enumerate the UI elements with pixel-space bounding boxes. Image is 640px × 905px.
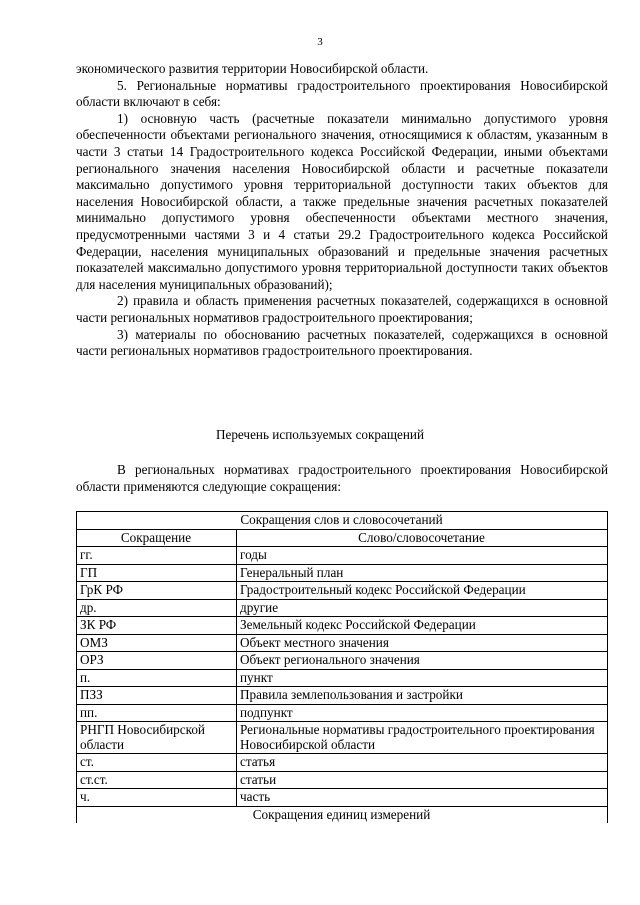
table-row	[77, 771, 608, 789]
phrase-cell: другие	[237, 599, 608, 617]
table-row	[77, 687, 608, 705]
abbreviation-cell: ст.ст.	[77, 771, 237, 789]
abbreviation-cell: ОРЗ	[77, 652, 237, 670]
table-row	[77, 634, 608, 652]
table-section-title: Сокращения слов и словосочетаний	[77, 512, 608, 530]
phrase-cell: пункт	[237, 669, 608, 687]
table-section-title-2: Сокращения единиц измерений	[77, 806, 608, 823]
paragraph: 5. Региональные нормативы градостроительного проектирования Новосибирской области включают в себя:	[76, 77, 608, 110]
phrase-cell: Земельный кодекс Российской Федерации	[237, 617, 608, 635]
phrase-cell: часть	[237, 789, 608, 807]
table-row	[77, 754, 608, 772]
abbreviation-cell: ч.	[77, 789, 237, 807]
table-header-row	[77, 529, 608, 547]
abbreviation-cell: РНГП Новосибирской области	[77, 722, 237, 754]
abbreviation-cell: др.	[77, 599, 237, 617]
paragraph: 1) основную часть (расчетные показатели минимально допустимого уровня обеспеченности объектами регионального значения, относящимися к областям, указанным в части 3 статьи 14 Градостроительного кодекса Российской Федерации, иными объектами регионального значения населения Новосибирской области и расчетные показатели максимально допустимого уровня территориальной доступности таких объектов для населения Новосибирской области, а также предельные значения расчетных показателей минимально допустимого уровня обеспеченности объектами местного значения, предусмотренными частями 3 и 4 статьи 29.2 Градостроительного кодекса Российской Федерации, населения муниципальных образований и предельные значения расчетных показателей максимально допустимого уровня территориальной доступности таких объектов для населения муниципальных образований);	[76, 110, 608, 292]
abbreviations-table	[76, 511, 608, 823]
phrase-cell: годы	[237, 547, 608, 565]
table-row	[77, 564, 608, 582]
page-number: 3	[317, 36, 323, 48]
abbreviation-cell: ПЗЗ	[77, 687, 237, 705]
phrase-cell: Региональные нормативы градостроительного проектирования Новосибирской области	[237, 722, 608, 754]
table-section-title-row	[77, 806, 608, 823]
abbreviation-cell: ГП	[77, 564, 237, 582]
phrase-cell: статьи	[237, 771, 608, 789]
paragraph: 3) материалы по обоснованию расчетных показателей, содержащихся в основной части региональных нормативов градостроительного проектирования.	[76, 326, 608, 359]
phrase-cell: Объект местного значения	[237, 634, 608, 652]
table-section-title-row	[77, 512, 608, 530]
paragraph: 2) правила и область применения расчетных показателей, содержащихся в основной части региональных нормативов градостроительного проектирования;	[76, 293, 608, 325]
phrase-cell: Генеральный план	[237, 564, 608, 582]
table-row	[77, 652, 608, 670]
table-row	[77, 582, 608, 600]
column-header-phrase: Слово/словосочетание	[237, 529, 608, 547]
column-header-abbreviation: Сокращение	[77, 529, 237, 547]
table-row	[77, 722, 608, 754]
paragraph: экономического развития территории Новосибирской области.	[76, 61, 429, 76]
phrase-cell: статья	[237, 754, 608, 772]
phrase-cell: Правила землепользования и застройки	[237, 687, 608, 705]
table-row	[77, 704, 608, 722]
abbreviation-cell: ЗК РФ	[77, 617, 237, 635]
abbreviation-cell: ОМЗ	[77, 634, 237, 652]
intro-paragraph: В региональных нормативах градостроительного проектирования Новосибирской области применяются следующие сокращения:	[76, 462, 608, 494]
table-row	[77, 789, 608, 807]
phrase-cell: Объект регионального значения	[237, 652, 608, 670]
abbreviation-cell: ГрК РФ	[77, 582, 237, 600]
table-row	[77, 617, 608, 635]
table-row	[77, 669, 608, 687]
section-heading: Перечень используемых сокращений	[215, 427, 425, 442]
phrase-cell: Градостроительный кодекс Российской Федерации	[237, 582, 608, 600]
table-row	[77, 547, 608, 565]
body-text	[76, 61, 608, 360]
abbreviation-cell: гг.	[77, 547, 237, 565]
abbreviation-cell: ст.	[77, 754, 237, 772]
table-row	[77, 599, 608, 617]
abbreviation-cell: пп.	[77, 704, 237, 722]
phrase-cell: подпункт	[237, 704, 608, 722]
abbreviation-cell: п.	[77, 669, 237, 687]
